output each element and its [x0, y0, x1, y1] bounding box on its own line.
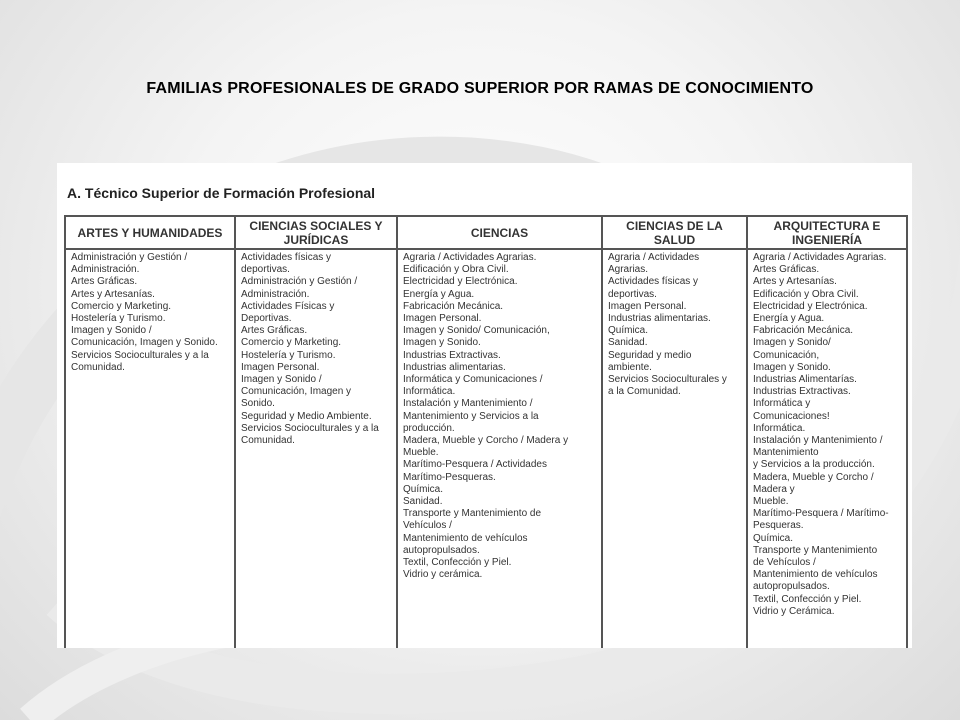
column-cell-ciencias-salud: [602, 249, 747, 648]
list-item: Sanidad.: [608, 337, 648, 349]
list-item: Artes y Artesanías.: [71, 288, 155, 300]
list-item: autopropulsados.: [753, 581, 830, 593]
list-item: Informática y Comunicaciones /: [403, 374, 543, 386]
list-item: Química.: [403, 483, 444, 495]
list-item: Industrias Alimentarías.: [753, 374, 857, 386]
list-item: Administración.: [241, 288, 310, 300]
list-item: Energía y Agua.: [753, 313, 825, 325]
list-item: Agraria / Actividades Agrarias.: [753, 252, 887, 263]
list-item: Servicios Socioculturales y: [608, 374, 727, 386]
column-cell-arquitectura: [747, 249, 907, 648]
list-item: Vehículos /: [403, 520, 452, 532]
list-item: Imagen y Sonido /: [241, 374, 322, 386]
list-item: y Servicios a la producción.: [753, 459, 875, 471]
list-item: Mantenimiento de vehículos: [753, 569, 878, 581]
list-item: Informática y: [753, 398, 811, 410]
list-item: Edificación y Obra Civil.: [403, 264, 509, 276]
list-item: Servicios Socioculturales y a la: [71, 349, 209, 361]
list-item: Administración y Gestión /: [241, 276, 358, 288]
list-item: Mantenimiento y Servicios a la: [403, 410, 539, 422]
list-item: Fabricación Mecánica.: [753, 325, 854, 337]
list-item: Mantenimiento: [753, 447, 819, 459]
list-item: Imagen Personal.: [241, 361, 320, 373]
list-item: Mantenimiento de vehículos: [403, 532, 528, 544]
list-item: Artes Gráficas.: [753, 264, 820, 276]
list-item: Química.: [753, 532, 794, 544]
list-item: Actividades físicas y: [241, 252, 332, 263]
list-item: Imagen Personal.: [403, 313, 482, 325]
list-item: Mueble.: [753, 496, 789, 508]
list-item: Energía y Agua.: [403, 288, 475, 300]
list-item: Industrias Extractivas.: [753, 386, 851, 398]
list-item: Artes y Artesanías.: [753, 276, 837, 288]
list-item: Pesqueras.: [753, 520, 804, 532]
scanned-document: [57, 163, 912, 648]
list-item: ambiente.: [608, 361, 652, 373]
list-item: Agraria / Actividades Agrarias.: [403, 252, 537, 263]
list-item: Hostelería y Turismo.: [71, 313, 166, 325]
list-item: Administración y Gestión /: [71, 252, 188, 263]
list-item: Fabricación Mecánica.: [403, 300, 504, 312]
list-item: Imagen y Sonido.: [403, 337, 481, 349]
list-item: Imagen y Sonido/: [753, 337, 831, 349]
list-item: producción.: [403, 422, 455, 434]
list-item: Comunicación,: [753, 349, 820, 361]
list-item: deportivas.: [608, 288, 657, 300]
list-item: Textil, Confección y Piel.: [403, 557, 512, 569]
document-heading: A. Técnico Superior de Formación Profesional: [67, 185, 376, 201]
column-header-ciencias: CIENCIAS: [397, 216, 602, 249]
list-item: Sonido.: [241, 398, 275, 410]
list-item: Agraria / Actividades: [608, 252, 700, 263]
column-header-arquitectura: ARQUITECTURA E INGENIERÍA: [747, 216, 907, 249]
list-item: Marítimo-Pesqueras.: [403, 471, 496, 483]
list-item: Servicios Socioculturales y a la: [241, 422, 379, 434]
list-item: Edificación y Obra Civil.: [753, 288, 859, 300]
list-item: Comunidad.: [71, 361, 125, 373]
slide-title: FAMILIAS PROFESIONALES DE GRADO SUPERIOR POR RAMAS DE CONOCIMIENTO: [146, 80, 814, 97]
families-table: [64, 215, 908, 648]
list-item: Hostelería y Turismo.: [241, 349, 336, 361]
list-item: Actividades físicas y: [608, 276, 699, 288]
list-item: autopropulsados.: [403, 544, 480, 556]
list-item: Textil, Confección y Piel.: [753, 593, 862, 605]
table-body-row: [65, 249, 907, 648]
list-item: Electricidad y Electrónica.: [403, 276, 518, 288]
list-item: Agrarias.: [608, 264, 649, 276]
list-item: Instalación y Mantenimiento /: [753, 435, 883, 447]
column-header-ciencias-salud: CIENCIAS DE LA SALUD: [602, 216, 747, 249]
list-item: Marítimo-Pesquera / Marítimo-: [753, 508, 889, 520]
list-item: Comercio y Marketing.: [71, 300, 172, 312]
column-header-ciencias-sociales: CIENCIAS SOCIALES Y JURÍDICAS: [235, 216, 397, 249]
list-item: Informática.: [403, 386, 456, 398]
list-item: Seguridad y Medio Ambiente.: [241, 410, 372, 422]
list-item: Seguridad y medio: [608, 349, 692, 361]
list-item: de Vehículos /: [753, 557, 816, 569]
list-item: Industrias alimentarias.: [403, 361, 506, 373]
list-item: Imagen y Sonido.: [753, 361, 831, 373]
table-header-row: [65, 216, 907, 249]
list-item: Madera, Mueble y Corcho /: [753, 471, 874, 483]
column-cell-artes: [65, 249, 235, 648]
list-item: Sanidad.: [403, 496, 443, 508]
column-cell-ciencias: [397, 249, 602, 648]
list-item: Administración.: [71, 264, 140, 276]
list-item: Imagen Personal.: [608, 300, 687, 312]
list-item: Química.: [608, 325, 649, 337]
list-item: Comercio y Marketing.: [241, 337, 342, 349]
list-item: Transporte y Mantenimiento de: [403, 508, 542, 520]
list-item: Deportivas.: [241, 313, 292, 325]
list-item: Comunicación, Imagen y: [241, 386, 352, 398]
list-item: Vidrio y Cerámica.: [753, 605, 835, 617]
list-item: Mueble.: [403, 447, 439, 459]
column-header-artes: ARTES Y HUMANIDADES: [65, 216, 235, 249]
list-item: Artes Gráficas.: [71, 276, 138, 288]
list-item: Imagen y Sonido /: [71, 325, 152, 337]
list-item: Actividades Físicas y: [241, 300, 335, 312]
list-item: Comunidad.: [241, 435, 295, 447]
list-item: Vidrio y cerámica.: [403, 569, 483, 581]
list-item: a la Comunidad.: [608, 386, 681, 398]
list-item: Transporte y Mantenimiento: [753, 544, 878, 556]
list-item: Industrias Extractivas.: [403, 349, 501, 361]
list-item: Informática.: [753, 422, 806, 434]
list-item: Comunicaciones!: [753, 410, 830, 422]
column-cell-ciencias-sociales: [235, 249, 397, 648]
list-item: Imagen y Sonido/ Comunicación,: [403, 325, 550, 337]
list-item: Artes Gráficas.: [241, 325, 308, 337]
list-item: Industrias alimentarias.: [608, 313, 711, 325]
list-item: Madera, Mueble y Corcho / Madera y: [403, 435, 569, 447]
list-item: Marítimo-Pesquera / Actividades: [403, 459, 547, 471]
list-item: deportivas.: [241, 264, 290, 276]
list-item: Comunicación, Imagen y Sonido.: [71, 337, 218, 349]
list-item: Instalación y Mantenimiento /: [403, 398, 533, 410]
list-item: Electricidad y Electrónica.: [753, 300, 868, 312]
list-item: Madera y: [753, 483, 795, 495]
